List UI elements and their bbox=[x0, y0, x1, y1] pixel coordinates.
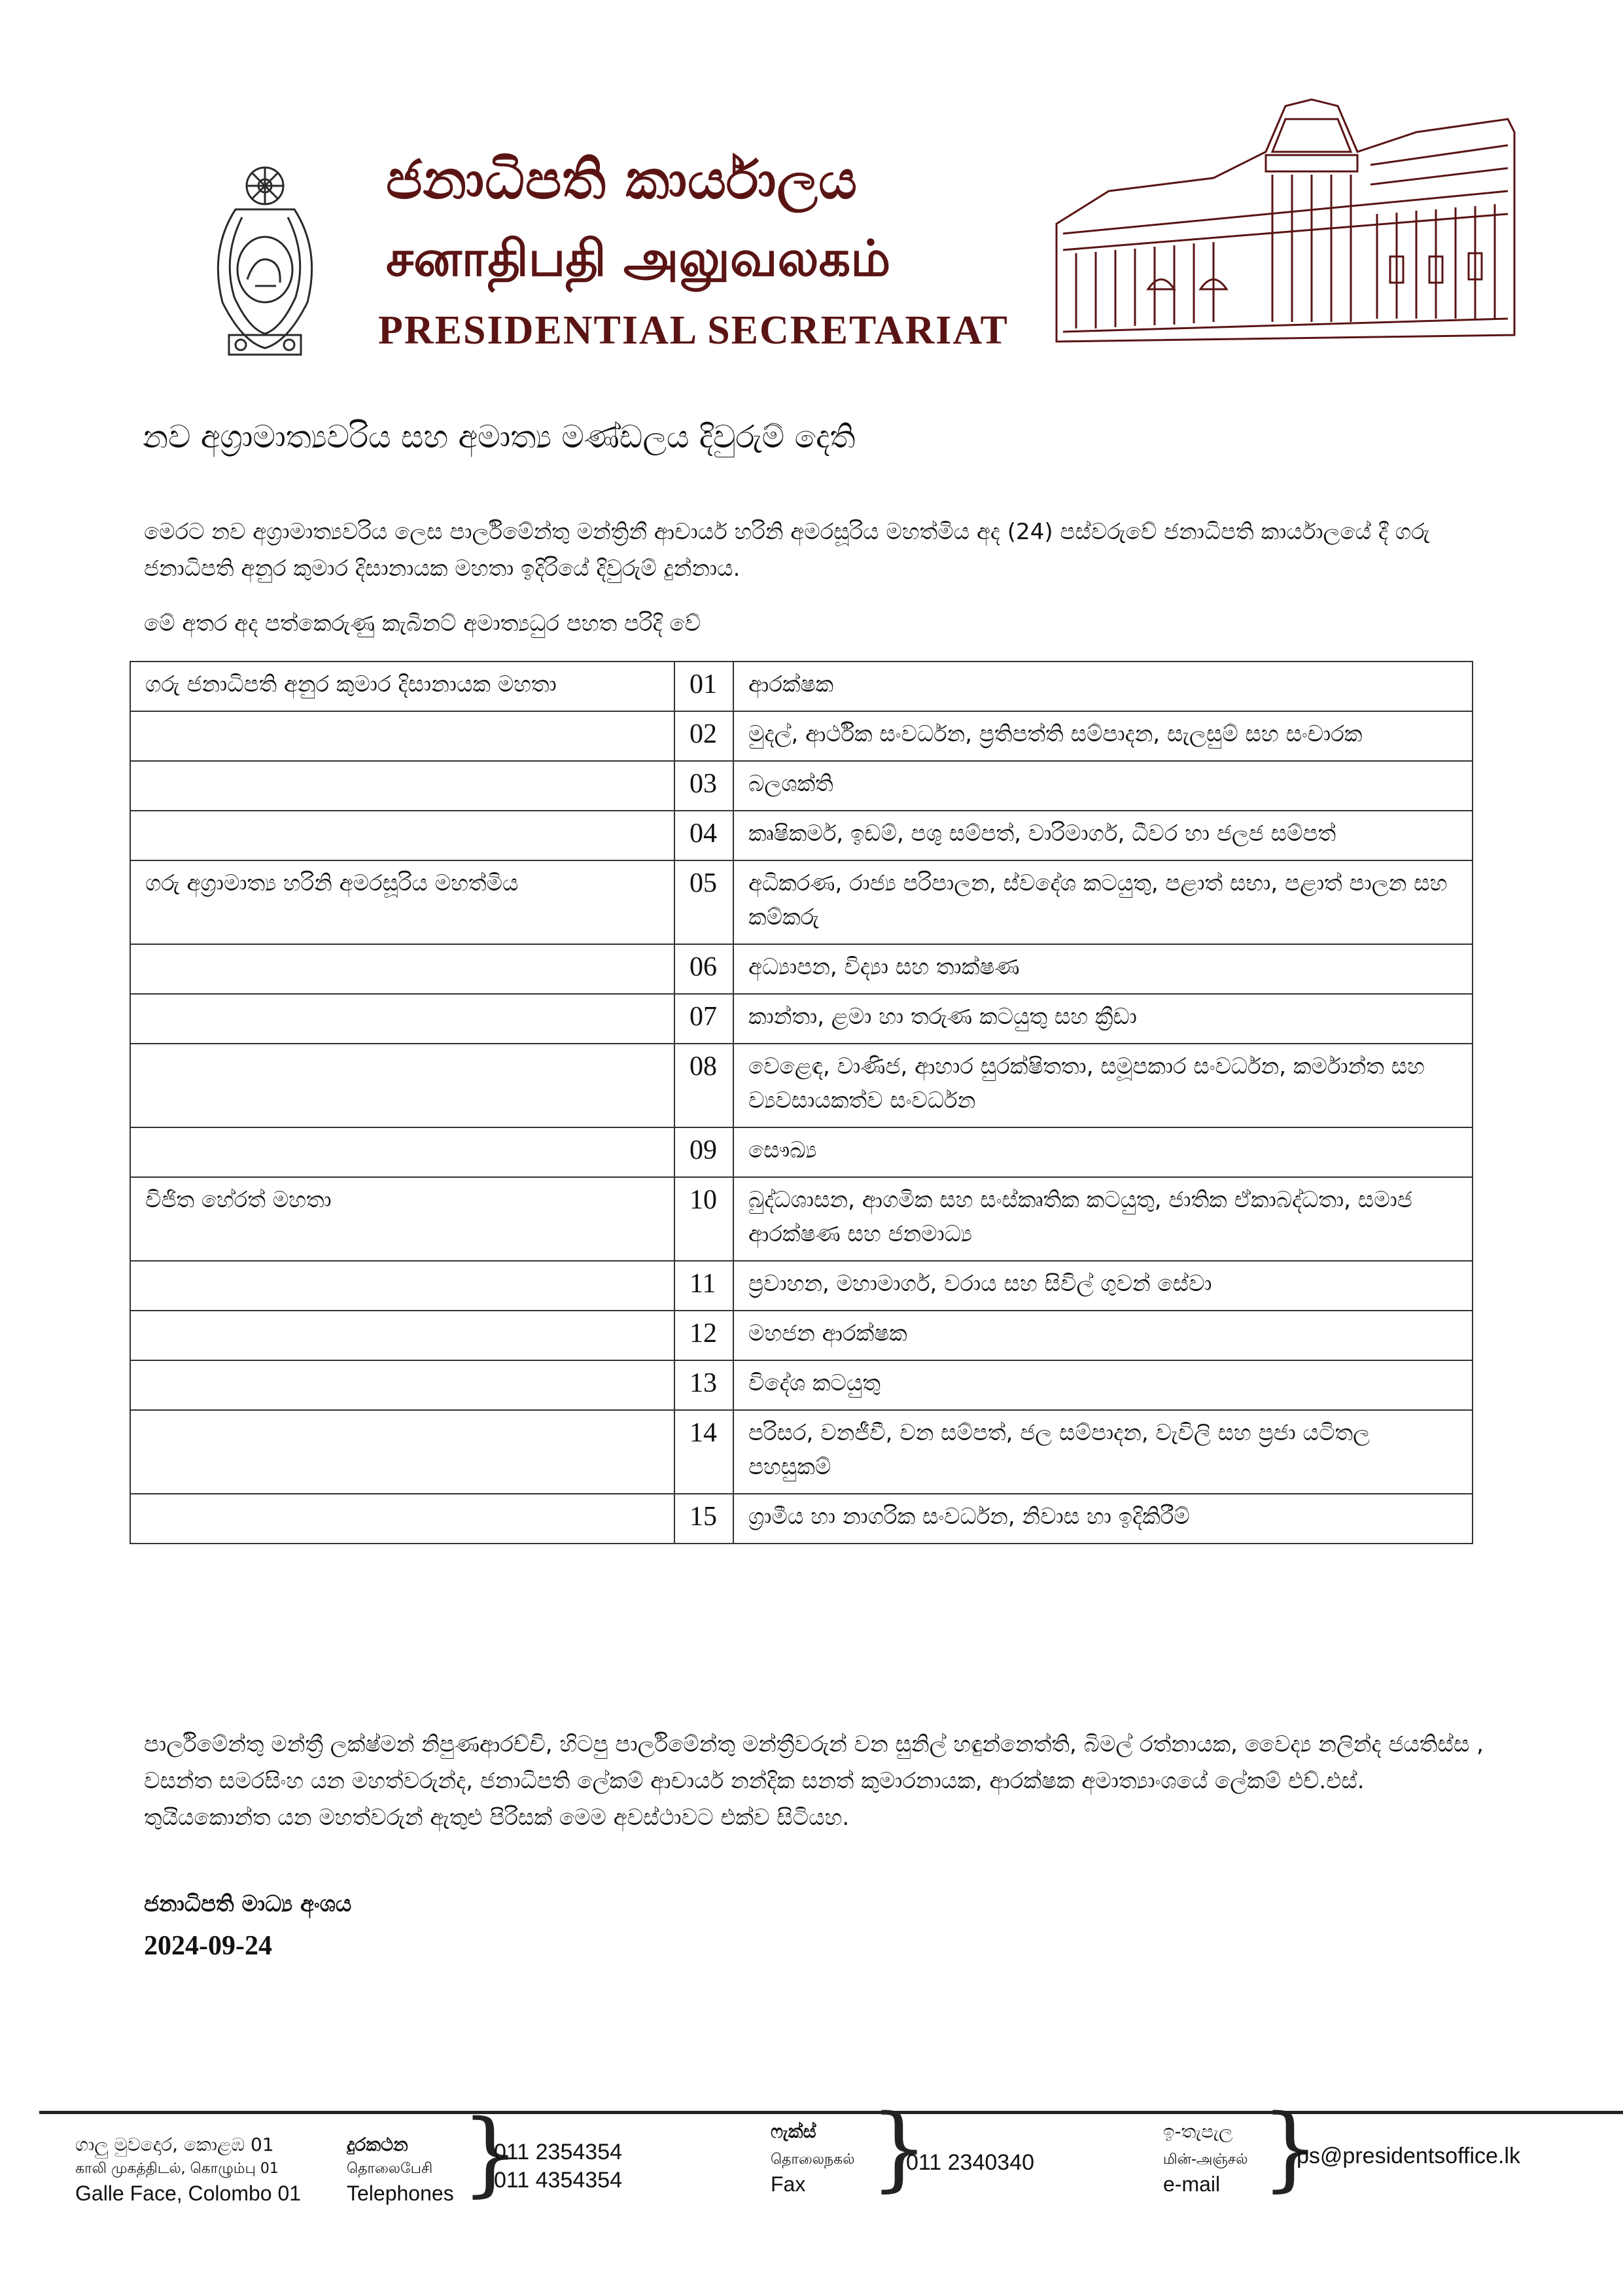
address-english: Galle Face, Colombo 01 bbox=[75, 2181, 302, 2205]
email-label-tamil: மின்-அஞ்சல் bbox=[1163, 2151, 1248, 2168]
portfolio-number-cell: 15 bbox=[674, 1494, 733, 1544]
minister-cell: ගරු අග්‍රාමාත්‍ය හරිනි අමරසූරිය මහත්මිය bbox=[130, 860, 674, 944]
media-unit: ජනාධිපති මාධ්‍ය අංශය bbox=[144, 1891, 352, 1917]
portfolio-cell: කාන්තා, ළමා හා තරුණ කටයුතු සහ ක්‍රීඩා bbox=[733, 994, 1473, 1044]
portfolio-number-cell: 12 bbox=[674, 1311, 733, 1360]
fax-number[interactable]: 011 2340340 bbox=[906, 2150, 1035, 2175]
portfolio-number-cell: 07 bbox=[674, 994, 733, 1044]
tel-label-english: Telephones bbox=[347, 2181, 454, 2205]
email-brace-icon: } bbox=[1261, 2095, 1320, 2202]
portfolio-number-cell: 04 bbox=[674, 811, 733, 860]
cabinet-portfolio-table bbox=[130, 661, 1473, 1544]
minister-cell bbox=[130, 811, 674, 860]
sri-lanka-emblem bbox=[196, 152, 334, 360]
email-label-english: e-mail bbox=[1163, 2172, 1221, 2196]
table-row bbox=[130, 1044, 1473, 1127]
footer-telephones bbox=[494, 2140, 622, 2193]
portfolio-intro: මේ අතර අද පත්කෙරුණු කැබිනට් අමාත්‍යධුර පහත පරිදි වේ bbox=[144, 610, 701, 637]
minister-cell bbox=[130, 711, 674, 761]
org-name-tamil: சனாதிபதி அலுவலகம் bbox=[386, 229, 891, 287]
fax-brace-icon: } bbox=[870, 2095, 929, 2202]
portfolio-number-cell: 02 bbox=[674, 711, 733, 761]
portfolio-number-cell: 08 bbox=[674, 1044, 733, 1127]
release-date: 2024-09-24 bbox=[144, 1931, 272, 1961]
intro-paragraph: මෙරට නව අග්‍රාමාත්‍යවරිය ලෙස පාර්ලිමේන්තු මන්ත්‍රිනී ආචාර්ය හරිනි අමරසූරිය මහත්මිය අද (24) පස්වරුවේ ජනාධිපති කාර්යාලයේ දී ගරු ජනාධිපති අනුර කුමාර දිසානායක මහතා ඉදිරියේ දිවුරුම් දුන්නාය. bbox=[144, 519, 1430, 582]
table-row bbox=[130, 1127, 1473, 1177]
portfolio-cell: අධිකරණ, රාජ්‍ය පරිපාලන, ස්වදේශ කටයුතු, පළාත් සභා, පළාත් පාලන සහ කම්කරු bbox=[733, 860, 1473, 944]
minister-cell: විජිත හේරත් මහතා bbox=[130, 1177, 674, 1261]
portfolio-number-cell: 10 bbox=[674, 1177, 733, 1261]
portfolio-cell: කෘෂිකර්ම, ඉඩම්, පශු සම්පත්, වාරිමාර්ග, ධීවර හා ජලජ සම්පත් bbox=[733, 811, 1473, 860]
presidential-secretariat-building-drawing bbox=[1050, 93, 1521, 351]
footer-address bbox=[75, 2132, 301, 2206]
portfolio-number-cell: 14 bbox=[674, 1410, 733, 1494]
portfolio-cell: ආරක්ෂක bbox=[733, 662, 1473, 711]
portfolio-cell: අධ්‍යාපන, විද්‍යා සහ තාක්ෂණ bbox=[733, 944, 1473, 994]
minister-cell bbox=[130, 1494, 674, 1544]
tel-label-tamil: தொலைபேசி bbox=[347, 2161, 433, 2177]
minister-cell bbox=[130, 944, 674, 994]
portfolio-number-cell: 05 bbox=[674, 860, 733, 944]
minister-cell bbox=[130, 1044, 674, 1127]
portfolio-cell: ග්‍රාමීය හා නාගරික සංවර්ධන, නිවාස හා ඉදිකිරීම් bbox=[733, 1494, 1473, 1544]
table-row bbox=[130, 1360, 1473, 1410]
minister-cell bbox=[130, 1127, 674, 1177]
email-label-sinhala: ඉ-තැපැල bbox=[1163, 2121, 1233, 2142]
minister-cell: ගරු ජනාධිපති අනුර කුමාර දිසානායක මහතා bbox=[130, 662, 674, 711]
org-name-sinhala: ජනාධිපති කාර්යාලය bbox=[386, 149, 858, 211]
portfolio-number-cell: 06 bbox=[674, 944, 733, 994]
portfolio-cell: සෞඛ්‍ය bbox=[733, 1127, 1473, 1177]
email-address[interactable]: ps@presidentsoffice.lk bbox=[1297, 2144, 1520, 2168]
portfolio-number-cell: 13 bbox=[674, 1360, 733, 1410]
portfolio-number-cell: 11 bbox=[674, 1261, 733, 1311]
org-name-english: PRESIDENTIAL SECRETARIAT bbox=[378, 308, 1009, 353]
footer-rule bbox=[39, 2111, 1623, 2114]
footer-fax-labels bbox=[771, 2119, 854, 2197]
telephone-1[interactable]: 011 2354354 bbox=[494, 2140, 623, 2164]
portfolio-cell: බලශක්ති bbox=[733, 761, 1473, 811]
minister-cell bbox=[130, 1311, 674, 1360]
table-row bbox=[130, 711, 1473, 761]
table-row bbox=[130, 1311, 1473, 1360]
portfolio-cell: මුදල්, ආර්ථික සංවර්ධන, ප්‍රතිපත්ති සම්පාදන, සැලසුම් සහ සංචාරක bbox=[733, 711, 1473, 761]
headline: නව අග්‍රාමාත්‍යවරිය සහ අමාත්‍ය මණ්ඩලය දිවුරුම් දෙති bbox=[143, 419, 856, 455]
footer-email-labels bbox=[1163, 2119, 1248, 2197]
table-row bbox=[130, 1494, 1473, 1544]
table-row bbox=[130, 811, 1473, 860]
portfolio-cell: වෙළෙඳ, වාණිජ, ආහාර සුරක්ෂිතතා, සමූපකාර සංවර්ධන, කර්මාන්ත සහ ව්‍යවසායකත්ව සංවර්ධන bbox=[733, 1044, 1473, 1127]
fax-label-english: Fax bbox=[771, 2172, 806, 2196]
minister-cell bbox=[130, 761, 674, 811]
minister-cell bbox=[130, 1261, 674, 1311]
minister-cell bbox=[130, 1360, 674, 1410]
minister-cell bbox=[130, 1410, 674, 1494]
fax-label-sinhala: ෆැක්ස් bbox=[771, 2121, 816, 2142]
portfolio-cell: පරිසර, වනජීවී, වන සම්පත්, ජල සම්පාදන, වැවිලි සහ ප්‍රජා යටිතල පහසුකම් bbox=[733, 1410, 1473, 1494]
portfolio-number-cell: 03 bbox=[674, 761, 733, 811]
portfolio-number-cell: 09 bbox=[674, 1127, 733, 1177]
footer-telephone-labels bbox=[347, 2132, 454, 2206]
tel-label-sinhala: දුරකථන bbox=[347, 2134, 408, 2155]
tel-brace-icon: } bbox=[461, 2100, 520, 2207]
table-row bbox=[130, 662, 1473, 711]
portfolio-cell: ප්‍රවාහන, මහාමාර්ග, වරාය සහ සිවිල් ගුවන් සේවා bbox=[733, 1261, 1473, 1311]
table-row bbox=[130, 994, 1473, 1044]
table-row bbox=[130, 944, 1473, 994]
table-row bbox=[130, 761, 1473, 811]
portfolio-cell: මහජන ආරක්ෂක bbox=[733, 1311, 1473, 1360]
table-row bbox=[130, 1177, 1473, 1261]
address-sinhala: ගාලු මුවදොර, කොළඹ 01 bbox=[75, 2134, 274, 2155]
portfolio-number-cell: 01 bbox=[674, 662, 733, 711]
table-row bbox=[130, 1261, 1473, 1311]
telephone-2[interactable]: 011 4354354 bbox=[494, 2168, 623, 2193]
portfolio-cell: බුද්ධශාසන, ආගමික සහ සංස්කෘතික කටයුතු, ජාතික ඒකාබද්ධතා, සමාජ ආරක්ෂණ සහ ජනමාධ්‍ය bbox=[733, 1177, 1473, 1261]
minister-cell bbox=[130, 994, 674, 1044]
fax-label-tamil: தொலைநகல் bbox=[771, 2151, 855, 2168]
address-tamil: காலி முகத்திடல், கொழும்பு 01 bbox=[75, 2161, 279, 2177]
attendees-paragraph: පාර්ලිමේන්තු මන්ත්‍රී ලක්ෂ්මන් නිපුණආරච්චි, හිටපු පාර්ලිමේන්තු මන්ත්‍රීවරුන් වන සුනිල් හඳුන්නෙත්ති, බිමල් රත්නායක, වෛද්‍ය නලින්ද ජයතිස්ස , වසන්ත සමරසිංහ යන මහත්වරුන්ද, ජනාධිපති ලේකම් ආචාර්ය නන්දික සනත් කුමාරනායක, ආරක්ෂක අමාත්‍යාංශයේ ලේකම් එච්.එස්. තුයියකොන්ත යන මහත්වරුන් ඇතුළු පිරිසක් මෙම අවස්ථාවට එක්ව සිටියහ. bbox=[144, 1731, 1484, 1831]
portfolio-cell: විදේශ කටයුතු bbox=[733, 1360, 1473, 1410]
table-row bbox=[130, 860, 1473, 944]
table-row bbox=[130, 1410, 1473, 1494]
